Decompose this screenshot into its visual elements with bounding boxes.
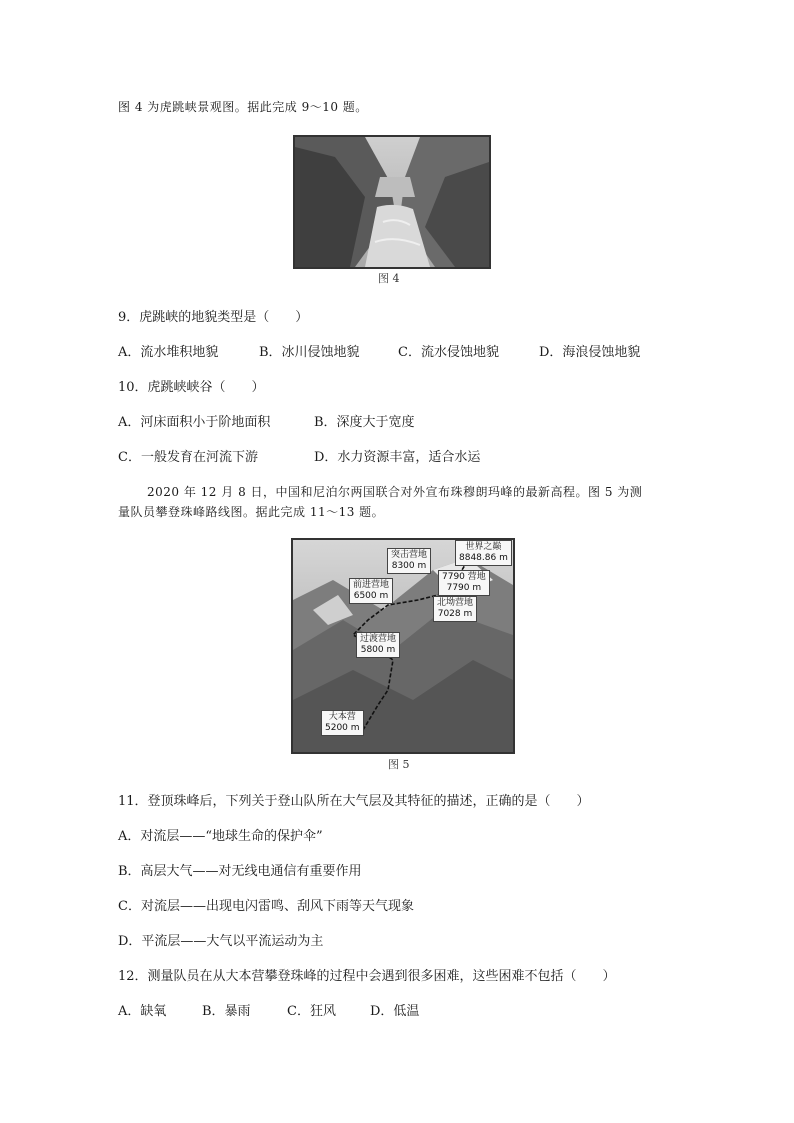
question-11-stem: 11．登顶珠峰后，下列关于登山队所在大气层及其特征的描述，正确的是（ ） — [118, 794, 590, 809]
figure-4-caption: 图 4 — [378, 272, 400, 285]
figure-5-image — [291, 538, 515, 754]
question-12-option-d: D．低温 — [370, 1004, 420, 1019]
intro-text-1: 图 4 为虎跳峡景观图。据此完成 9～10 题。 — [118, 100, 368, 114]
label-summit: 世界之巅 8848.86 m — [455, 540, 512, 566]
label-assault-camp: 突击营地 8300 m — [387, 548, 431, 574]
label-base-camp: 大本营 5200 m — [321, 710, 364, 736]
question-11-option-d: D．平流层——大气以平流运动为主 — [118, 934, 324, 949]
question-12-option-b: B．暴雨 — [202, 1004, 251, 1019]
question-9-option-c: C．流水侵蚀地貌 — [398, 345, 499, 360]
intro-text-2-line-2: 量队员攀登珠峰路线图。据此完成 11～13 题。 — [118, 505, 385, 519]
question-10-option-d: D．水力资源丰富，适合水运 — [314, 450, 481, 465]
question-11-option-b: B．高层大气——对无线电通信有重要作用 — [118, 864, 362, 879]
figure-5-caption: 图 5 — [388, 758, 410, 771]
question-10-option-c: C．一般发育在河流下游 — [118, 450, 258, 465]
question-9-option-a: A．流水堆积地貌 — [118, 345, 219, 360]
question-9-option-b: B．冰川侵蚀地貌 — [259, 345, 360, 360]
label-transit-camp: 过渡营地 5800 m — [356, 632, 400, 658]
question-10-option-a: A．河床面积小于阶地面积 — [118, 415, 271, 430]
label-north-col-camp: 北坳营地 7028 m — [433, 596, 477, 622]
question-12-option-a: A．缺氧 — [118, 1004, 167, 1019]
question-12-option-c: C．狂风 — [287, 1004, 336, 1019]
label-camp-7790: 7790 营地 7790 m — [438, 570, 490, 596]
question-10-stem: 10．虎跳峡峡谷（ ） — [118, 380, 265, 395]
question-9-stem: 9．虎跳峡的地貌类型是（ ） — [118, 310, 309, 325]
question-11-option-c: C．对流层——出现电闪雷鸣、刮风下雨等天气现象 — [118, 899, 414, 914]
label-advance-camp: 前进营地 6500 m — [349, 578, 393, 604]
question-10-option-b: B．深度大于宽度 — [314, 415, 415, 430]
question-12-stem: 12．测量队员在从大本营攀登珠峰的过程中会遇到很多困难，这些困难不包括（ ） — [118, 969, 616, 984]
question-11-option-a: A．对流层——“地球生命的保护伞” — [118, 829, 323, 844]
intro-text-2-line-1: 2020 年 12 月 8 日，中国和尼泊尔两国联合对外宣布珠穆朗玛峰的最新高程。图 5 为测 — [147, 485, 643, 499]
figure-4-image — [293, 135, 491, 269]
question-9-option-d: D．海浪侵蚀地貌 — [539, 345, 641, 360]
gorge-illustration — [295, 137, 489, 267]
